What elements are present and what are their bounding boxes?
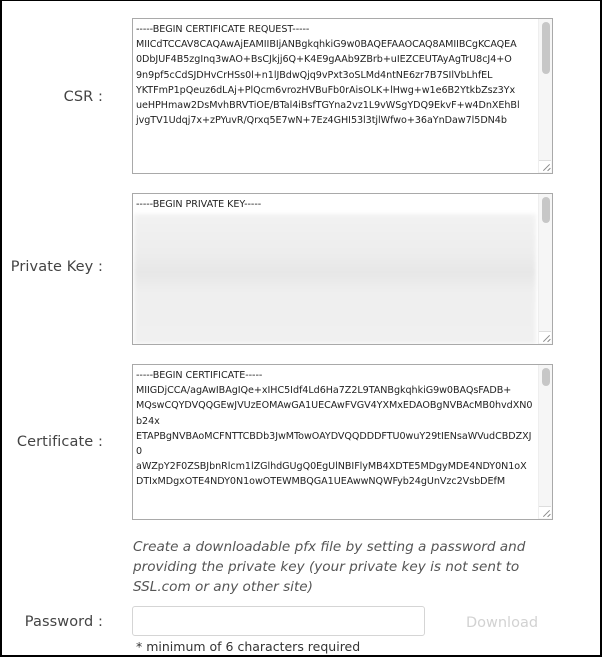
pfx-help-text: Create a downloadable pfx file by setting a password and providing the private key (your private key is not sent to SSL.com or any other site) <box>133 539 526 595</box>
password-label: Password : <box>24 614 103 630</box>
csr-scrollbar-thumb[interactable] <box>542 22 550 74</box>
resize-handle-icon[interactable] <box>539 160 551 172</box>
private-key-scrollbar[interactable] <box>538 194 552 344</box>
certificate-scrollbar[interactable] <box>538 365 552 519</box>
csr-label: CSR : <box>63 89 103 105</box>
csr-textarea[interactable] <box>132 18 553 174</box>
csr-text[interactable]: -----BEGIN CERTIFICATE REQUEST----- MIICdTCCAV8CAQAwAjEAMIIBIjANBgkqhkiG9w0BAQEFAAOCAQ8AMIIBCgKCAQEA 0DbJUF4B5zgInq3wAO+BsCJkjj6Q+K4E9gAAb9ZBrb+uIEZCEUTAyAgTrU8cJ4+O 9n9pf5cCdSJDHvCrHSs0l+n1lJBdwQjq9vPxt3oSLMd4ntNE6zr7B7SIlVbLhfEL YKTFmP1pQeuz6dLAj+PlQcm6vrozHVBuFb0rAisOLK+lHwg+w1e6B2YtkbZsz3Yx ueHPHmaw2DsMvhBRVTiOE/BTal4iBsfTGYna2vz1L9vWSgYDQ9EkvF+w4DnXEhBl jvgTV1Udqj7x+zPYuvR/Qrxq5E7wN+7Ez4GHI53l3tjlWfwo+36aYnDaw7l5DN4b <box>136 24 520 127</box>
resize-handle-icon[interactable] <box>539 331 551 343</box>
private-key-textarea[interactable] <box>132 193 553 345</box>
certificate-text[interactable]: -----BEGIN CERTIFICATE----- MIIGDjCCA/agAwIBAgIQe+xIHC5Idf4Ld6Ha7Z2L9TANBgkqhkiG9w0BAQsFADB+ MQswCQYDVQQGEwJVUzEOMAwGA1UECAwFVGV4YXMxEDAOBgNVBAcMB0hvdXN0b24x ETAPBgNVBAoMCFNTTCBDb3JwMTowOAYDVQQDDDFTU0wuY29tIENsaWVudCBDZXJ0 aWZpY2F0ZSBJbnRlcm1lZGlhdGUgQ0EgUlNBIFlyMB4XDTE5MDgyMDE4NDY0N1oX DTIxMDgxOTE4NDY0N1owOTEWMBQGA1UEAwwNQWFyb24gUnVzc2VsbDEfM <box>136 370 533 488</box>
resize-handle-icon[interactable] <box>539 506 551 518</box>
password-input[interactable] <box>132 606 425 636</box>
certificate-textarea[interactable] <box>132 364 553 520</box>
csr-scrollbar[interactable] <box>538 19 552 173</box>
private-key-label: Private Key : <box>10 259 103 275</box>
password-hint: * minimum of 6 characters required <box>136 639 361 654</box>
certificate-label: Certificate : <box>16 434 103 450</box>
certificate-scrollbar-thumb[interactable] <box>542 368 550 386</box>
download-button[interactable]: Download <box>452 612 552 634</box>
private-key-scrollbar-thumb[interactable] <box>542 197 550 223</box>
redacted-blur <box>134 214 536 344</box>
private-key-text[interactable]: -----BEGIN PRIVATE KEY----- <box>136 199 262 210</box>
